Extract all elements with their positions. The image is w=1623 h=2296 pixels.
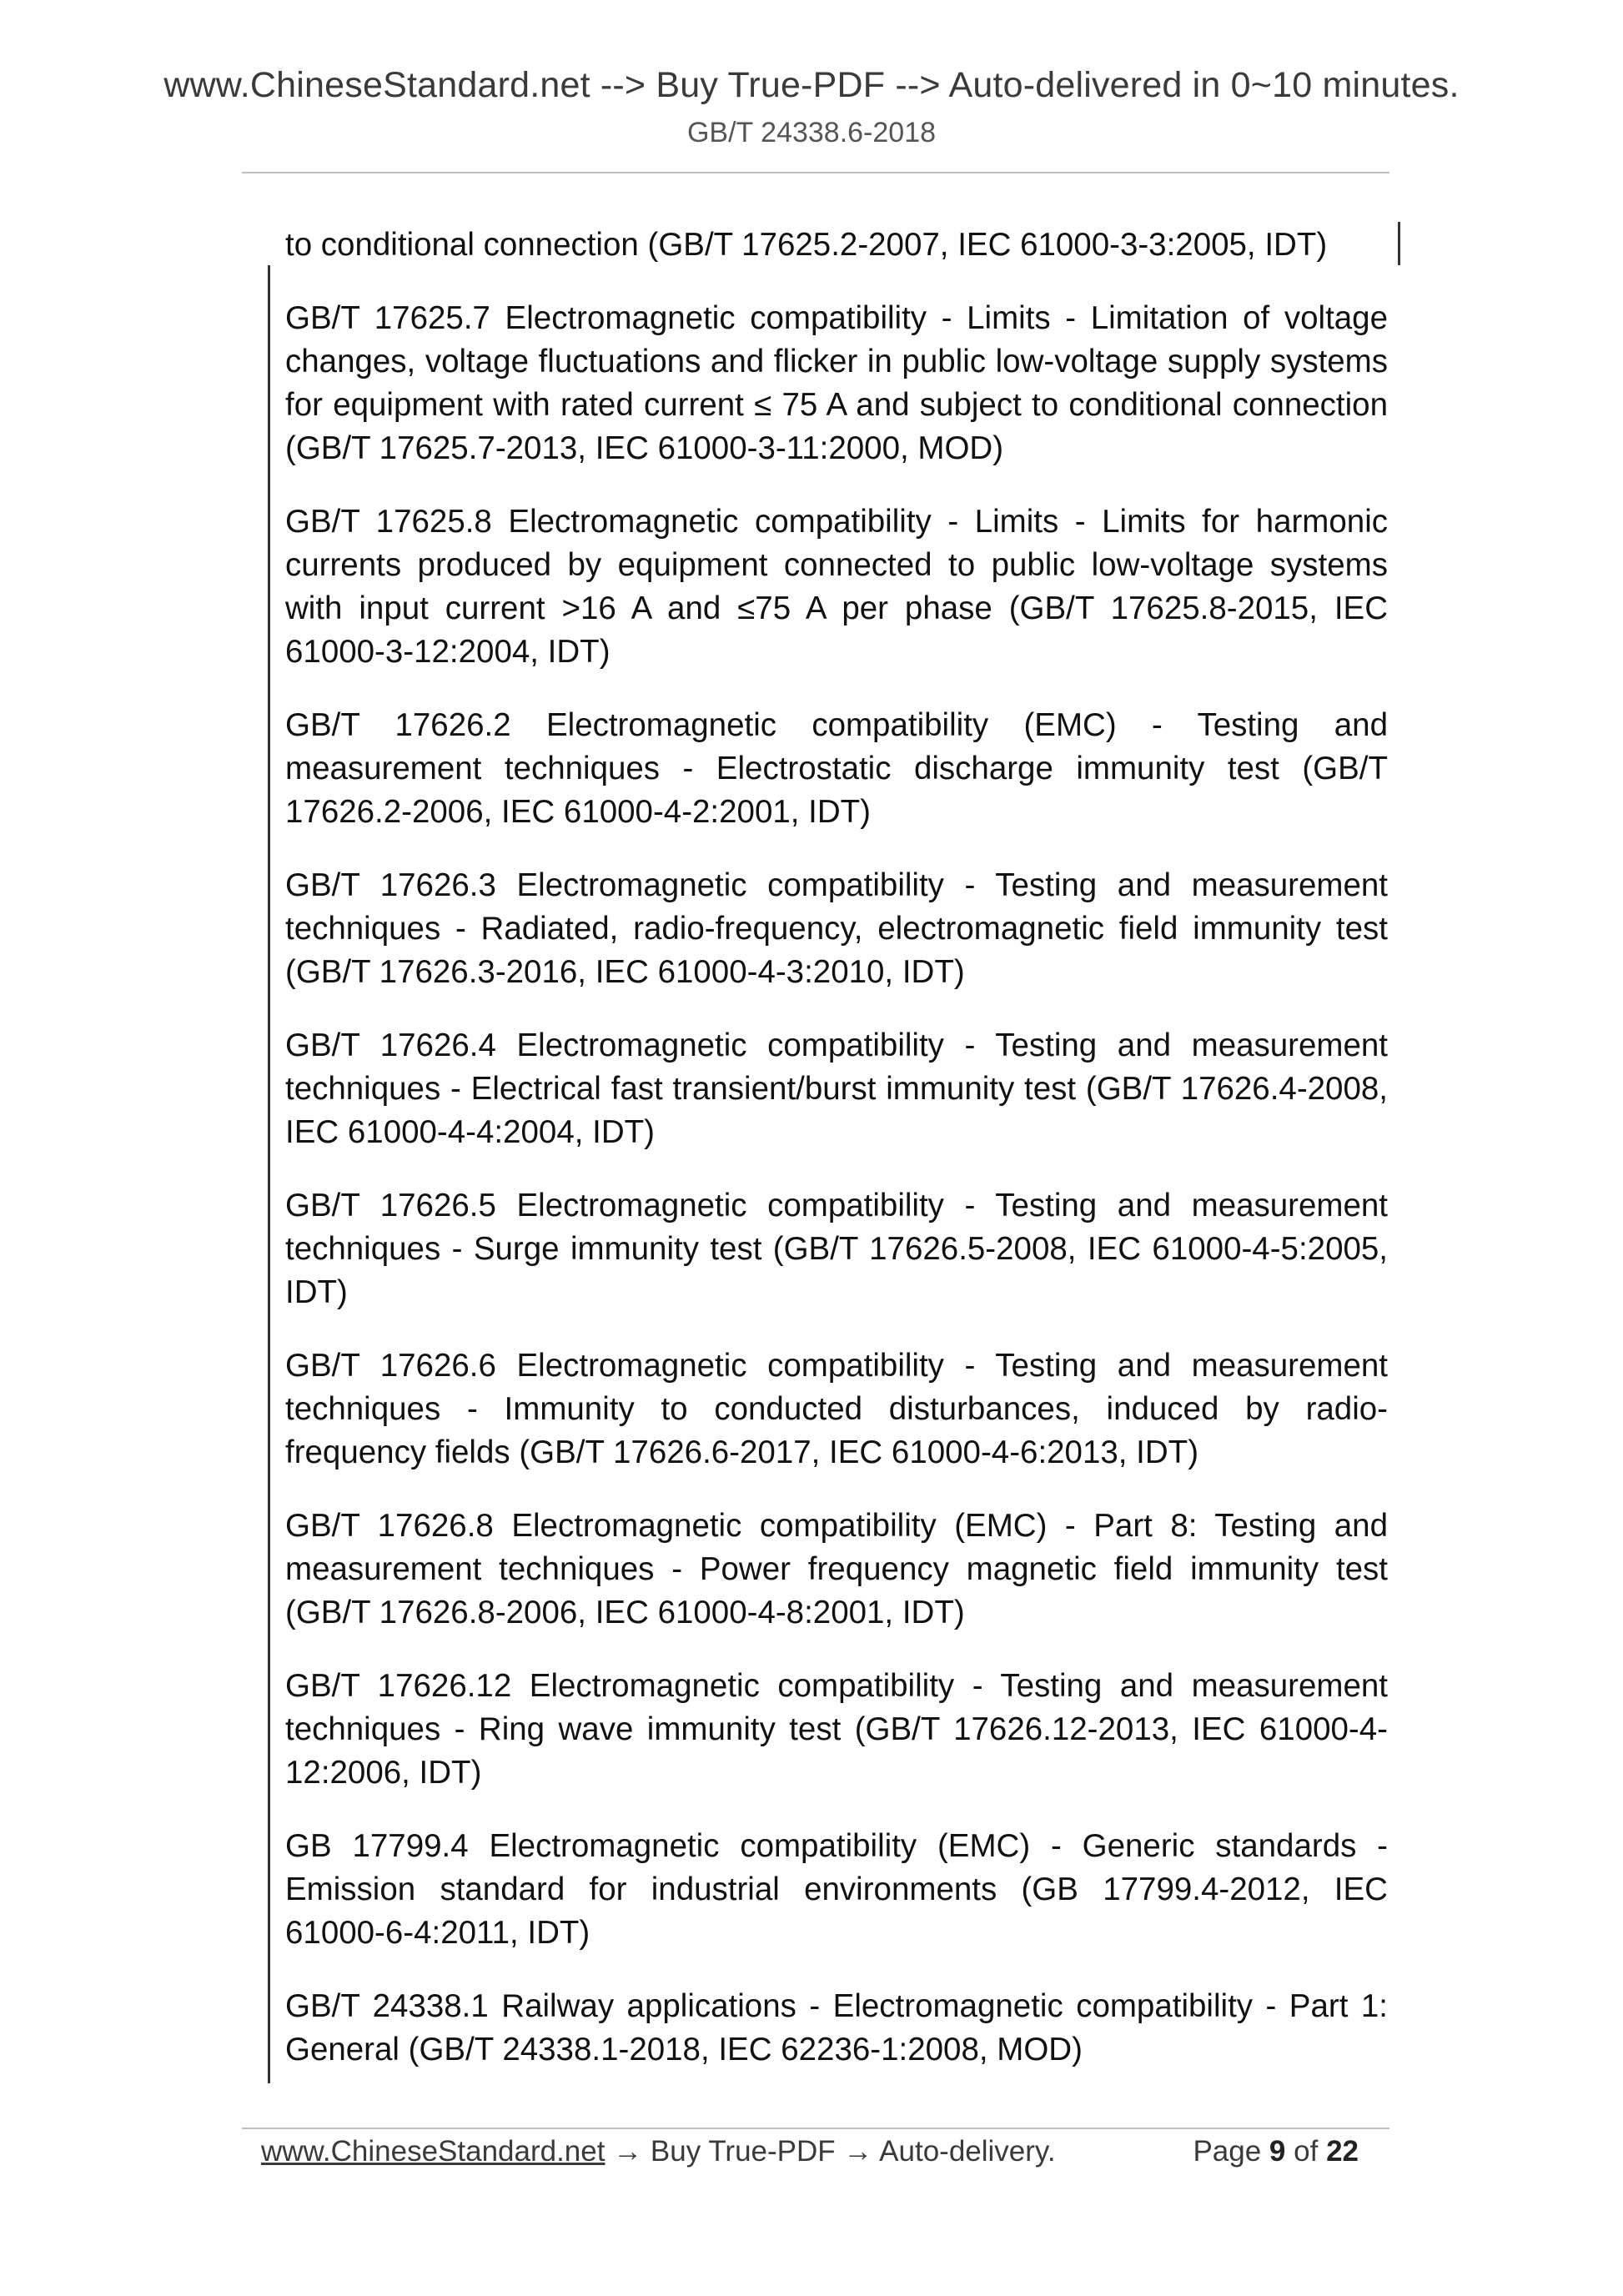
reference-entry: GB 17799.4 Electromagnetic compatibility (EMC) - Generic standards - Emission standard for industrial environments (GB 17799.4-2012, IEC 61000-6-4:2011, IDT) xyxy=(285,1828,1388,1951)
footer-site-link[interactable]: www.ChineseStandard.net xyxy=(261,2135,605,2168)
page-number xyxy=(1193,2135,1359,2168)
page-footer xyxy=(261,2135,1379,2177)
normative-references-body xyxy=(285,224,1388,2102)
reference-entry: GB/T 17626.2 Electromagnetic compatibility (EMC) - Testing and measurement techniques - Electrostatic discharge immunity test (GB/T 17626.2-2006, IEC 61000-4-2:2001, IDT) xyxy=(285,707,1388,830)
page-label: Page xyxy=(1193,2135,1262,2168)
footer-divider xyxy=(242,2128,1389,2129)
arrow-right-icon: → xyxy=(843,2135,873,2168)
of-label: of xyxy=(1294,2135,1319,2168)
continued-reference-line: to conditional connection (GB/T 17625.2-2007, IEC 61000-3-3:2005, IDT) xyxy=(285,227,1328,263)
page-total: 22 xyxy=(1326,2135,1359,2168)
reference-entry: GB/T 17626.3 Electromagnetic compatibility - Testing and measurement techniques - Radiated, radio-frequency, electromagnetic field immunity test (GB/T 17626.3-2016, IEC 61000-4-3:2010, IDT) xyxy=(285,867,1388,990)
reference-entry: GB/T 17626.8 Electromagnetic compatibility (EMC) - Part 8: Testing and measurement techniques - Power frequency magnetic field immunity test (GB/T 17626.8-2006, IEC 61000-4-8:2001, IDT) xyxy=(285,1508,1388,1630)
footer-buy-text: Buy True-PDF xyxy=(642,2135,844,2168)
header-divider xyxy=(242,172,1389,173)
header-banner: www.ChineseStandard.net --> Buy True-PDF --> Auto-delivered in 0~10 minutes. xyxy=(163,65,1460,105)
revision-bar-left xyxy=(268,265,270,2083)
header-standard-id: GB/T 24338.6-2018 xyxy=(686,117,937,148)
reference-entry: GB/T 17625.7 Electromagnetic compatibility - Limits - Limitation of voltage changes, voltage fluctuations and flicker in public low-voltage supply systems for equipment with rated current ≤ 75 A and subject to conditional connection (GB/T 17625.7-2013, IEC 61000-3-11:2000, MOD) xyxy=(285,300,1388,466)
arrow-right-icon: → xyxy=(613,2135,643,2168)
reference-entry: GB/T 17626.5 Electromagnetic compatibility - Testing and measurement techniques - Surge immunity test (GB/T 17626.5-2008, IEC 61000-4-5:2005, IDT) xyxy=(285,1188,1388,1310)
reference-entry: GB/T 17626.12 Electromagnetic compatibility - Testing and measurement techniques - Ring wave immunity test (GB/T 17626.12-2013, IEC 61000-4-12:2006, IDT) xyxy=(285,1668,1388,1791)
page-current: 9 xyxy=(1269,2135,1286,2168)
revision-bar-right xyxy=(1398,222,1400,265)
reference-entry: GB/T 17626.6 Electromagnetic compatibility - Testing and measurement techniques - Immunity to conducted disturbances, induced by radio-frequency fields (GB/T 17626.6-2017, IEC 61000-4-6:2013, IDT) xyxy=(285,1348,1388,1470)
footer-promo xyxy=(261,2135,1056,2168)
reference-entry: GB/T 17626.4 Electromagnetic compatibility - Testing and measurement techniques - Electrical fast transient/burst immunity test (GB/T 17626.4-2008, IEC 61000-4-4:2004, IDT) xyxy=(285,1027,1388,1150)
reference-entry: GB/T 17625.8 Electromagnetic compatibility - Limits - Limits for harmonic currents produced by equipment connected to public low-voltage systems with input current >16 A and ≤75 A per phase (GB/T 17625.8-2015, IEC 61000-3-12:2004, IDT) xyxy=(285,504,1388,670)
footer-delivery-text: Auto-delivery. xyxy=(872,2135,1056,2168)
reference-entry: GB/T 24338.1 Railway applications - Electromagnetic compatibility - Part 1: General (GB/T 24338.1-2018, IEC 62236-1:2008, MOD) xyxy=(285,1988,1388,2067)
